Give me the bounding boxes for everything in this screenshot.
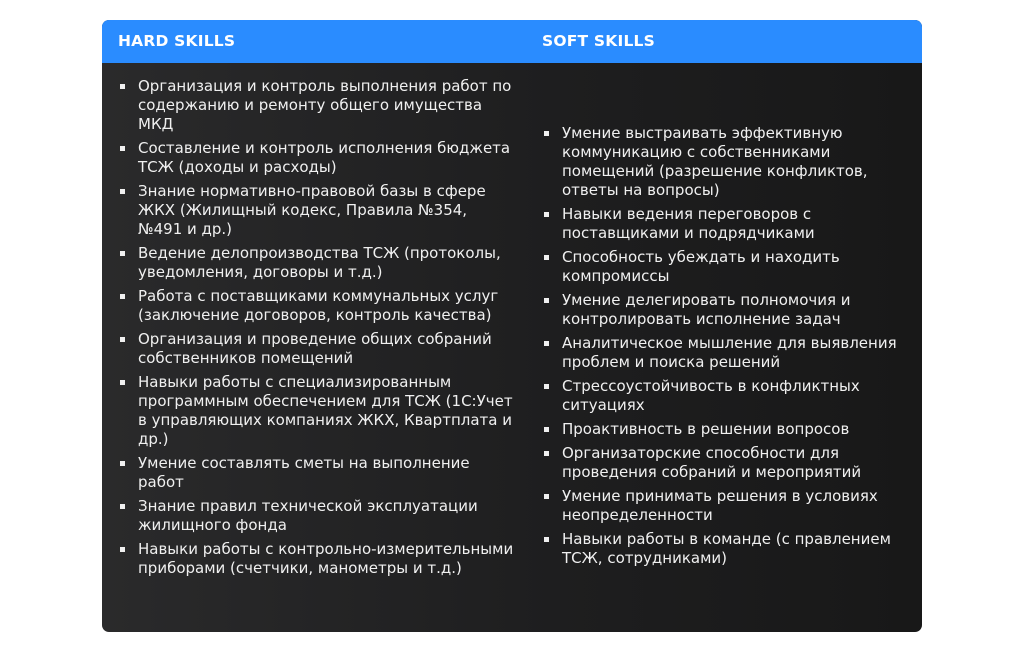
list-item-text: Знание правил технической эксплуатации жилищного фонда [138,497,478,534]
bullet-icon [544,451,549,456]
list-item-text: Стрессоустойчивость в конфликтных ситуациях [562,377,860,414]
list-item-text: Знание нормативно-правовой базы в сфере ЖКХ (Жилищный кодекс, Правила №354, №491 и др.) [138,182,486,238]
list-item-text: Проактивность в решении вопросов [562,420,850,438]
bullet-icon [120,251,125,256]
list-item [120,77,516,134]
bullet-icon [544,131,549,136]
list-item-text: Умение делегировать полномочия и контролировать исполнение задач [562,291,851,328]
bullet-icon [120,547,125,552]
list-item [120,540,516,578]
bullet-icon [120,294,125,299]
list-item-text: Организаторские способности для проведения собраний и мероприятий [562,444,862,481]
list-item-text: Работа с поставщиками коммунальных услуг (заключение договоров, контроль качества) [138,287,499,324]
bullet-icon [120,84,125,89]
bullet-icon [120,189,125,194]
bullet-icon [544,298,549,303]
bullet-icon [544,255,549,260]
list-item [544,334,904,372]
skills-table [102,20,922,632]
bullet-icon [120,146,125,151]
list-item [120,497,516,535]
bullet-icon [544,384,549,389]
list-item [544,124,904,200]
list-item [120,373,516,449]
list-item [544,444,904,482]
soft-skills-list [544,124,904,573]
list-item [120,287,516,325]
bullet-icon [544,494,549,499]
bullet-icon [544,341,549,346]
bullet-icon [120,337,125,342]
table-header [102,20,922,63]
list-item [120,454,516,492]
list-item [120,244,516,282]
bullet-icon [120,504,125,509]
bullet-icon [544,427,549,432]
list-item-text: Организация и проведение общих собраний собственников помещений [138,330,492,367]
list-item-text: Способность убеждать и находить компромиссы [562,248,840,285]
list-item-text: Организация и контроль выполнения работ по содержанию и ремонту общего имущества МКД [138,77,512,133]
list-item [544,248,904,286]
bullet-icon [544,537,549,542]
bullet-icon [120,380,125,385]
list-item [544,487,904,525]
list-item [544,291,904,329]
list-item [544,530,904,568]
bullet-icon [120,461,125,466]
soft-skills-title: SOFT SKILLS [542,32,655,50]
list-item-text: Навыки работы в команде (с правлением ТСЖ, сотрудниками) [562,530,891,567]
list-item-text: Аналитическое мышление для выявления проблем и поиска решений [562,334,897,371]
bullet-icon [544,212,549,217]
list-item-text: Ведение делопроизводства ТСЖ (протоколы, уведомления, договоры и т.д.) [138,244,501,281]
hard-skills-title: HARD SKILLS [118,32,236,50]
list-item [544,377,904,415]
list-item-text: Навыки работы с специализированным программным обеспечением для ТСЖ (1С:Учет в управляющих компаниях ЖКХ, Квартплата и др.) [138,373,513,448]
list-item-text: Составление и контроль исполнения бюджета ТСЖ (доходы и расходы) [138,139,511,176]
list-item [544,205,904,243]
list-item-text: Умение составлять сметы на выполнение работ [138,454,470,491]
list-item [120,139,516,177]
list-item [120,330,516,368]
list-item [544,420,904,439]
list-item [120,182,516,239]
list-item-text: Навыки ведения переговоров с поставщиками и подрядчиками [562,205,815,242]
list-item-text: Умение выстраивать эффективную коммуникацию с собственниками помещений (разрешение конфликтов, ответы на вопросы) [562,124,868,199]
list-item-text: Навыки работы с контрольно-измерительными приборами (счетчики, манометры и т.д.) [138,540,514,577]
hard-skills-list [120,77,516,583]
list-item-text: Умение принимать решения в условиях неопределенности [562,487,878,524]
